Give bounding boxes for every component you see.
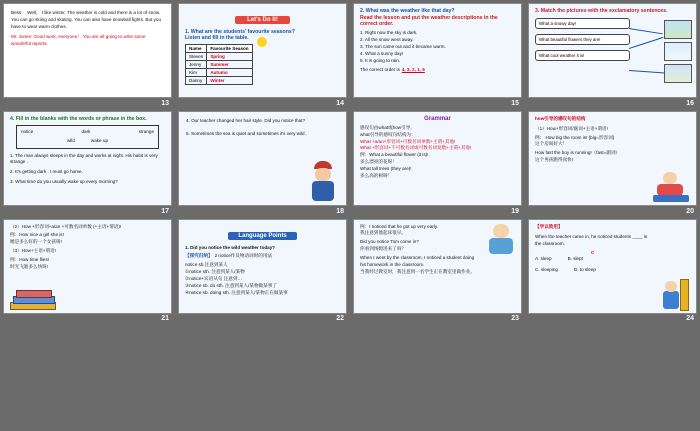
cell-name: Danny <box>186 77 207 85</box>
how-line-1: （1）How+形容词/副词+主语+谓语! <box>535 125 608 131</box>
quiz-option-d[interactable]: D. to sleep <box>573 267 596 273</box>
slide-22-heading: 1. Did you notice the wild weather today? <box>185 244 276 250</box>
slide-cell-15[interactable] <box>350 0 525 108</box>
slide-cell-21[interactable] <box>0 216 175 324</box>
slide-cell-22[interactable] <box>175 216 350 324</box>
slide-14[interactable] <box>178 3 347 98</box>
example-line-1: 例：I noticed that he got up very early. <box>360 223 439 229</box>
slide-cell-13[interactable] <box>0 0 175 108</box>
slide-18[interactable] <box>178 111 347 206</box>
slide-22[interactable] <box>178 219 347 314</box>
practice-item-4: 4. Our teacher changed her hair style. Did you notice that? <box>186 117 305 123</box>
how2-line-5: 例：How time flies! <box>10 257 50 263</box>
page-number: 17 <box>161 207 169 215</box>
language-points-banner: Language Points <box>228 232 296 240</box>
slide-cell-23[interactable] <box>350 216 525 324</box>
page-number: 21 <box>161 315 169 323</box>
slide-20-title: how引导的感叹句的结构 <box>535 115 586 121</box>
slide-cell-14[interactable] <box>175 0 350 108</box>
slide-20[interactable] <box>528 111 697 206</box>
grammar-line-3: What +a/an+形容词+可数名词单数+主谓+其他! <box>360 138 456 144</box>
quiz-option-a[interactable]: A. sleep <box>535 256 552 262</box>
lets-do-it-banner: Let's Do It! <box>235 16 290 24</box>
notice-line-2: ②notice+宾语从句 注意到… <box>185 276 243 282</box>
table-row <box>186 69 253 77</box>
example-line-5: When I went by the classroom, I noticed a student doing his homework in the classroom. <box>360 255 475 267</box>
cell-name: Jenny <box>186 61 207 69</box>
page-number: 14 <box>336 99 344 107</box>
cell-name: Kim <box>186 69 207 77</box>
picture-cool <box>664 64 692 83</box>
page-number: 23 <box>511 315 519 323</box>
reading-kid-illustration <box>651 172 691 202</box>
quiz-title: 【学以致用】 <box>535 223 563 229</box>
word-notice: notice <box>21 128 34 134</box>
dialogue-line-1: Bess： Well， I like winter. The weather is cold and there is a lot of snow. You can go skiing and skating. You can also have snowball fights. But you have to wear warm clothes. <box>11 10 161 29</box>
slide-cell-24[interactable] <box>525 216 700 324</box>
slide-cell-20[interactable] <box>525 108 700 216</box>
slide-cell-16[interactable] <box>525 0 700 108</box>
col-name: Name <box>186 45 207 53</box>
grammar-line-4: What +形容词+不可数名词或可数名词复数+主谓+其他! <box>360 145 472 151</box>
how-line-2: 例： How big the room is! (big=形容词) <box>535 134 615 140</box>
page-number: 18 <box>336 207 344 215</box>
grammar-line-8: 多么高的树呀！ <box>360 172 393 178</box>
word-wakeup: wake up <box>90 137 109 143</box>
list-item: 2. All the snow went away. <box>360 36 414 42</box>
cell-season: Spring <box>207 53 252 61</box>
cell-season: Autumn <box>207 69 252 77</box>
page-number: 22 <box>336 315 344 323</box>
grammar-line-6: 多么漂亮的花呀！ <box>360 159 397 165</box>
practice-item-5: 5. Sometimes the sea is quiet and sometimes it's very wild . <box>186 130 308 136</box>
how-line-5: 这个男孩跑得真快! <box>535 157 574 163</box>
exclamatory-sentence-3: What cool weather it is! <box>535 50 630 61</box>
student-illustration <box>306 161 340 201</box>
pencil-kid-illustration <box>661 277 691 311</box>
example-line-3: Did you notice Tom come in? <box>360 239 419 245</box>
answer-label: The correct order is <box>360 67 400 73</box>
list-item: 4. What a sunny day! <box>360 50 404 56</box>
slide-21[interactable] <box>3 219 172 314</box>
how2-line-3: 她是多么好的一个女孩呀! <box>10 239 62 245</box>
slide-24[interactable] <box>528 219 697 314</box>
example-line-4: 你看到汤姆进来了吗？ <box>360 246 406 252</box>
table-row <box>186 53 253 61</box>
notice-line-3: ③notice sb. do sth. 注意到某人/某物做某事了 <box>185 282 277 288</box>
cell-season: Winter <box>207 77 252 85</box>
quiz-option-b[interactable]: B. slept <box>567 256 583 262</box>
how2-line-4: （3）How+主语+谓语! <box>10 248 56 254</box>
notice-line-0: notice sb.注意到某人 <box>185 262 228 268</box>
thinking-kid-illustration <box>485 224 517 258</box>
exclamatory-sentence-2: What beautiful flowers they are! <box>535 34 630 45</box>
cell-season: Summer <box>207 61 252 69</box>
page-number: 13 <box>161 99 169 107</box>
note-label: 【探究归纳】 <box>185 253 213 259</box>
blank-item-2: 2. It's getting dark . I must go home. <box>10 169 83 175</box>
favourite-season-table <box>185 44 253 85</box>
slide-14-heading: 1. What are the students' favourite seasons? <box>185 29 295 35</box>
quiz-question: When the teacher came in, he noticed students ____ in the classroom. <box>535 234 648 247</box>
slide-13[interactable] <box>3 3 172 98</box>
list-item: 1. Right now the sky is dark. <box>360 30 418 35</box>
how2-line-1: （2）How +形容词+a/an +可数名词单数 (+主语+谓语)! <box>10 223 122 229</box>
grammar-title: Grammar <box>424 115 451 122</box>
word-dark: dark <box>81 128 91 134</box>
how-line-3: 这个房间好大！ <box>535 141 568 147</box>
word-strange: strange <box>138 128 154 134</box>
list-item: 3. The sun came out and it became warm. <box>360 43 446 49</box>
blank-item-1: 1. The man always sleeps in the day and works at night. His habit is very strange . <box>10 152 158 165</box>
how2-line-6: 时光飞逝多么快呀! <box>10 263 49 269</box>
picture-snow <box>664 42 692 61</box>
slide-16-heading: 3. Match the pictures with the exclamatory sentences. <box>535 8 668 14</box>
slide-23[interactable] <box>353 219 522 314</box>
dialogue-line-2: Mr. Jones: Good work, everyone！ You are all going to write some wonderful reports. <box>11 33 146 46</box>
slide-14-sub: Listen and fill in the table. <box>185 35 249 41</box>
slide-15-heading: 2. What was the weather like that day? <box>360 8 455 14</box>
match-line-1 <box>629 28 663 34</box>
sun-icon <box>257 34 267 52</box>
slide-15-sub: Read the lesson and put the weather descriptions in the correct order. <box>360 15 498 27</box>
grammar-line-7: What tall trees (they are)! <box>360 166 412 172</box>
example-line-6: 当我经过教室时，我注意到一名学生正在教室里做作业。 <box>360 268 475 274</box>
match-line-3 <box>629 70 665 73</box>
page-number: 15 <box>511 99 519 107</box>
grammar-line-1: 感叹句由what或how引导， <box>360 124 415 130</box>
slide-cell-18[interactable] <box>175 108 350 216</box>
slide-16[interactable] <box>528 3 697 98</box>
table-row <box>186 61 253 69</box>
slide-cell-17[interactable] <box>0 108 175 216</box>
page-number: 20 <box>686 207 694 215</box>
notice-line-1: ①notice sth. 注意到某人/某物 <box>185 269 245 275</box>
answer-value: 4, 3, 2, 1, 5 <box>401 67 425 73</box>
page-number: 19 <box>511 207 519 215</box>
list-item: 5. It is going to rain. <box>360 57 401 63</box>
word-wild: wild <box>66 137 75 143</box>
cell-name: Steven <box>186 53 207 61</box>
example-line-2: 我注意到他起床很早。 <box>360 230 406 236</box>
slide-19[interactable] <box>353 111 522 206</box>
slide-cell-19[interactable] <box>350 108 525 216</box>
page-number: 24 <box>686 315 694 323</box>
picture-flowers <box>664 20 692 39</box>
exclamatory-sentence-1: What a snowy day! <box>535 18 630 29</box>
quiz-answer: C <box>591 249 595 255</box>
quiz-option-c[interactable]: C. sleeping <box>535 267 558 273</box>
slide-17[interactable] <box>3 111 172 206</box>
grammar-line-2: what引导的感叹句结构为： <box>360 131 416 137</box>
grammar-line-5: 例：What a beautiful flower (it is)! <box>360 152 429 158</box>
slide-17-heading: 4. Fill in the blanks with the words or phrase in the box. <box>10 115 147 122</box>
notice-line-4: ④notice sb. doing sth. 注意到某人/某物正在做某事 <box>185 289 288 295</box>
slide-15[interactable] <box>353 3 522 98</box>
page-number: 16 <box>686 99 694 107</box>
books-illustration <box>10 278 56 310</box>
how-line-4: How fast the boy is running!（fast=副词） <box>535 150 621 156</box>
how2-line-2: 例：How nice a girl she is! <box>10 232 64 238</box>
note-text: 2 notice作及物动词时的用法 <box>214 253 273 259</box>
match-line-2 <box>629 37 663 49</box>
table-row <box>186 77 253 85</box>
blank-item-3: 3. What time do you usually wake up every morning? <box>10 179 118 185</box>
col-season: Favourite Season <box>207 45 252 53</box>
